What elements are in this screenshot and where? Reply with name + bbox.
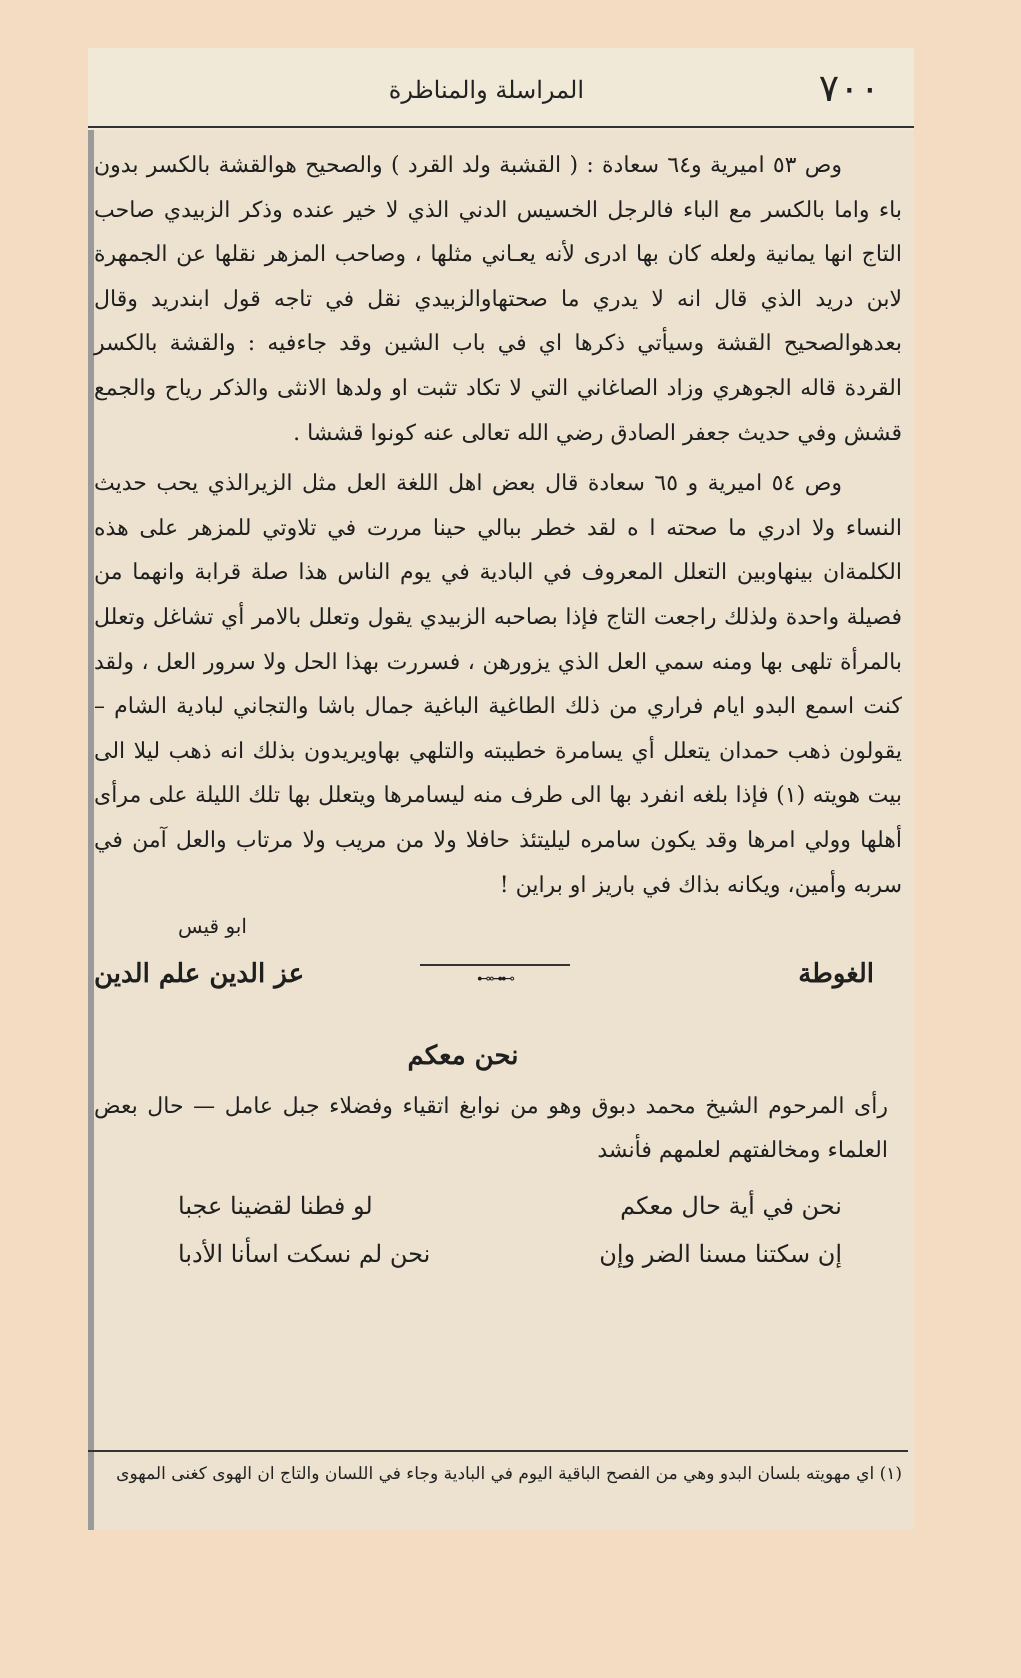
running-title: المراسلة والمناظرة: [388, 76, 584, 104]
ornament-divider: [420, 964, 570, 1013]
verse-second-hemistich: نحن لم نسكت اسأنا الأدبا: [178, 1239, 431, 1268]
ornament-glyph: ⊶⊷⊶: [473, 971, 517, 987]
paragraph-2: وص ٥٤ اميرية و ٦٥ سعادة قال بعض اهل اللغة العل مثل الزيرالذي يحب حديث النساء ولا ادري ما صحته ا ه لقد خطر ببالي حينا مررت في تلاوتي للمزهر على هذه الكلمةان بينهاوبين التعلل المعروف في البادية في يوم الناس هذا صلة قرابة وانهما من فصيلة واحدة ولذلك راجعت التاج فإذا بصاحبه الزبيدي يقول وتعلل بالامر أي تشاغل وتعلل بالمرأة تلهى بها ومنه سمي العل الذي يزورهن ، فسررت بهذا الحل ولا سرور العل ، ولقد كنت اسمع البدو ايام فراري من ذلك الطاغية الباغية جمال باشا والتجاني لبادية الشام – يقولون ذهب حمدان يتعلل أي يسامرة خطيبته والتلهي بهاويريدون بذلك انه ذهب ليلا الى بيت هويته (١) فإذا بلغه انفرد بها الى طرف منه ليسامرها ويتعلل بها تلك الليلة على مرأى أهلها وولي امرها وقد يكون سامره ليليتئذ حافلا ولا من مريب ولا مرتاب والعل آمن في سربه وأمين، ويكانه بذاك في باريز او براين !: [94, 471, 902, 898]
verse-line: [94, 1182, 902, 1230]
footnote: (١) اي مهويته بلسان البدو وهي من الفصح الباقية اليوم في البادية وجاء في اللسان والتاج ان الهوى كغنى المهوى: [116, 1464, 902, 1484]
poem: [94, 1182, 902, 1278]
verse-first-hemistich: إن سكتنا مسنا الضر وإن: [599, 1239, 842, 1268]
pen-name: ابو قيس: [178, 914, 247, 939]
paragraph-1: وص ٥٣ اميرية و٦٤ سعادة : ( القشبة ولد القرد ) والصحيح هوالقشة بالكسر بدون باء واما بالكسر مع الباء فالرجل الخسيس الدني الذي لا خير عنده وذكر الزبيدي صاحب التاج انها يمانية ولعله كان بها ادرى لأنه يعـاني مثلها ، وصاحب المزهر نقلها عن الجمهرة لابن دريد الذي قال انه لا يدري ما صحتهاوالزبيدي نقل في تاجه قول ابندريد وقال بعدهوالصحيح القشة وسيأتي ذكرها اي في باب الشين وقد جاءفيه : والقشة بالكسر القردة قاله الجوهري وزاد الصاغاني التي لا تكاد تثبت او ولدها الانثى والذكر رياح والجمع قشش وفي حديث جعفر الصادق رضي الله تعالى عنه كونوا قششا .: [94, 153, 902, 446]
article-title: نحن معكم: [407, 1041, 519, 1072]
footnote-rule: [88, 1450, 908, 1452]
page-body: [94, 144, 902, 1278]
page-number: ٧٠٠: [818, 66, 880, 110]
verse-line: [94, 1230, 902, 1278]
book-page: [88, 48, 914, 1530]
header-rule: [88, 126, 914, 128]
verse-first-hemistich: نحن في أية حال معكم: [620, 1191, 842, 1220]
signature-block: [94, 910, 902, 1030]
verse-second-hemistich: لو فطنا لقضينا عجبا: [178, 1191, 373, 1220]
page-header: [88, 64, 914, 114]
author-name: عز الدين علم الدين: [94, 959, 305, 990]
article-intro: رأى المرحوم الشيخ محمد دبوق وهو من نوابغ اتقياء وفضلاء جبل عامل — حال بعض العلماء ومخالفتهم لعلمهم فأنشد: [94, 1093, 888, 1164]
place-name: الغوطة: [798, 959, 874, 990]
